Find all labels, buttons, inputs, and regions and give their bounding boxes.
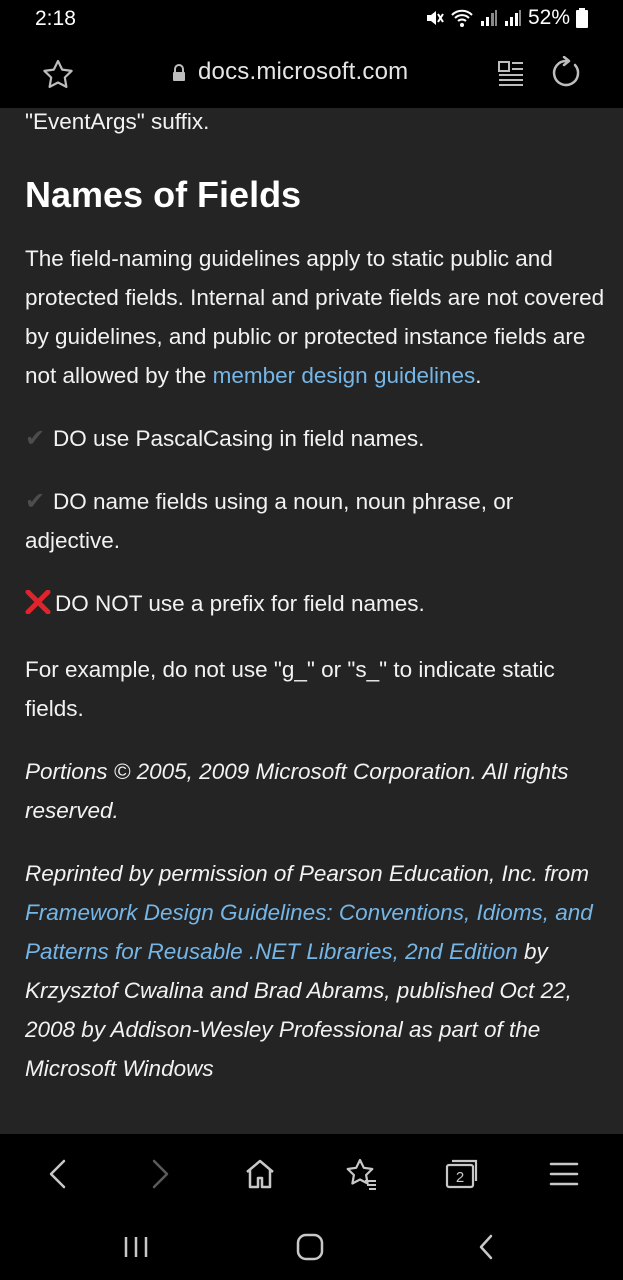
reload-icon[interactable] xyxy=(549,56,583,95)
back-button[interactable] xyxy=(38,1154,78,1194)
cross-icon xyxy=(25,587,55,626)
url-bar xyxy=(0,40,623,108)
system-back-button[interactable] xyxy=(466,1227,506,1267)
wifi-icon xyxy=(450,8,474,28)
home-button[interactable] xyxy=(240,1154,280,1194)
framework-design-guidelines-link[interactable]: Framework Design Guidelines: Conventions, Idioms, and Patterns for Reusable .NET Libraries, 2nd Edition xyxy=(25,900,593,964)
check-icon: ✔ xyxy=(25,488,46,515)
check-icon: ✔ xyxy=(25,425,46,452)
signal-icon xyxy=(480,9,498,27)
system-navigation-bar xyxy=(0,1210,623,1280)
signal-icon-2 xyxy=(504,9,522,27)
rule-do-noun: ✔ DO name fields using a noun, noun phrase, or adjective. xyxy=(25,482,605,560)
intro-paragraph: The field-naming guidelines apply to static public and protected fields. Internal and private fields are not covered by guidelines, and public or protected instance fields are not allowed by the member design guidelines. xyxy=(25,246,605,388)
menu-button[interactable] xyxy=(544,1154,584,1194)
page-content xyxy=(0,108,623,1134)
tabs-button[interactable] xyxy=(442,1154,482,1194)
battery-icon xyxy=(576,8,588,28)
system-home-button[interactable] xyxy=(290,1227,330,1267)
browser-toolbar xyxy=(0,1134,623,1210)
lock-icon xyxy=(172,64,186,87)
status-bar xyxy=(0,0,623,40)
mute-icon xyxy=(424,8,444,28)
tab-count: 2 xyxy=(455,1169,465,1186)
rule-do-not-prefix: DO NOT use a prefix for field names. xyxy=(25,584,605,626)
status-time: 2:18 xyxy=(35,7,76,30)
member-design-guidelines-link[interactable]: member design guidelines xyxy=(212,363,476,388)
reader-mode-icon[interactable] xyxy=(496,59,526,94)
battery-percentage: 52% xyxy=(527,6,570,29)
example-paragraph: For example, do not use "g_" or "s_" to indicate static fields. xyxy=(25,657,555,721)
forward-button[interactable] xyxy=(140,1154,180,1194)
bookmark-star-icon[interactable] xyxy=(42,59,74,94)
top-fragment: "EventArgs" suffix. xyxy=(25,109,210,134)
section-heading: Names of Fields xyxy=(25,174,302,215)
copyright-paragraph: Portions © 2005, 2009 Microsoft Corporation. All rights reserved. xyxy=(25,759,569,823)
status-icons xyxy=(424,6,588,30)
bookmarks-button[interactable] xyxy=(342,1154,382,1194)
reprint-paragraph: Reprinted by permission of Pearson Education, Inc. from Framework Design Guidelines: Conventions, Idioms, and Patterns for Reusable .NET Libraries, 2nd Edition by Krzysztof Cwalina and Brad Abrams, published Oct 22, 2008 by Addison-Wesley Professional as part of the Microsoft Windows xyxy=(25,861,593,1081)
url-text[interactable]: docs.microsoft.com xyxy=(198,58,409,85)
rule-do-pascalcasing: ✔ DO use PascalCasing in field names. xyxy=(25,419,605,458)
recent-apps-button[interactable] xyxy=(116,1227,156,1267)
